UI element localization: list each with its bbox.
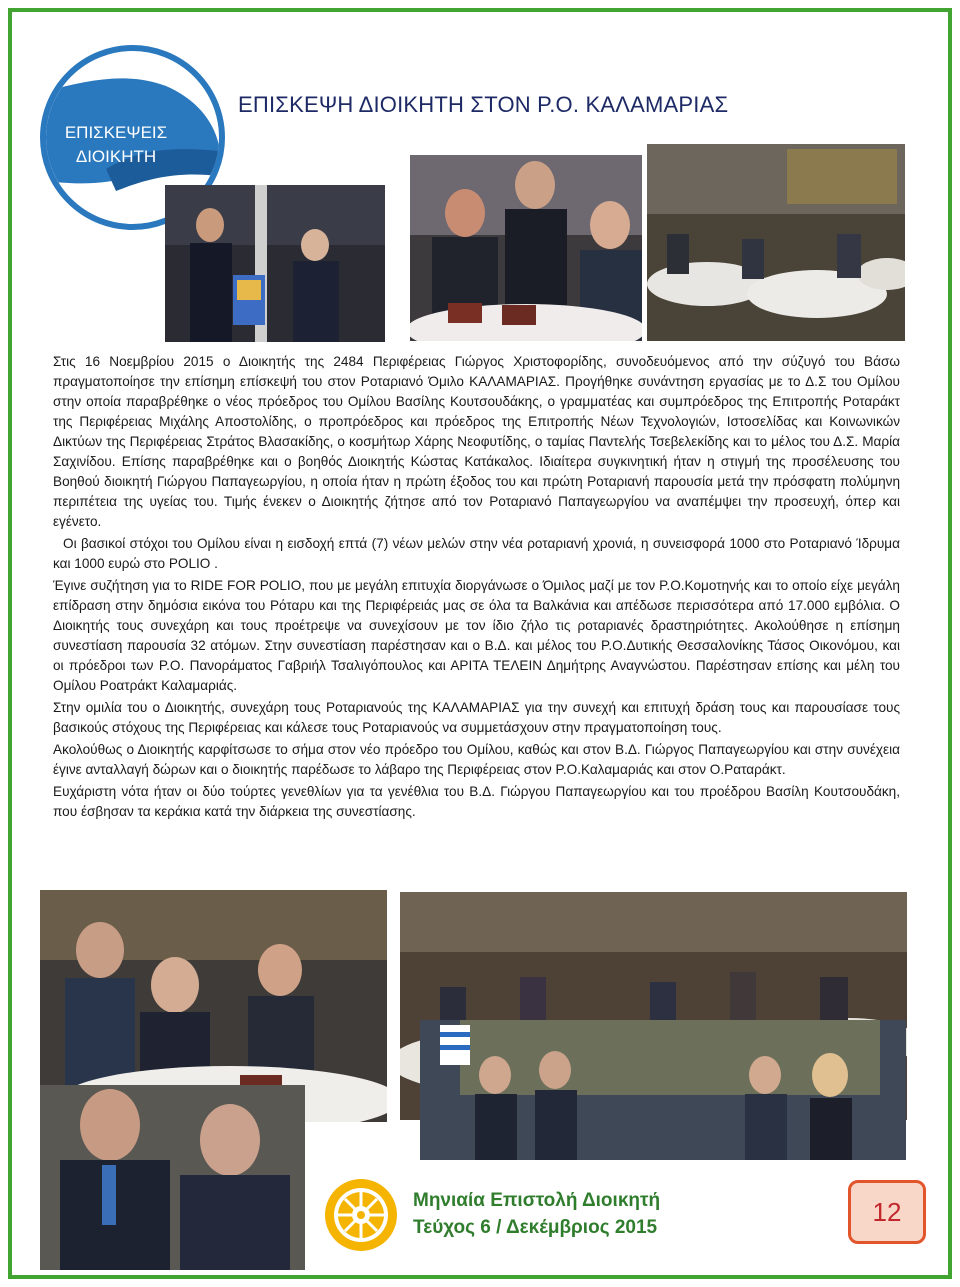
badge-line-1: ΕΠΙΣΚΕΨΕΙΣ xyxy=(64,123,168,142)
paragraph-4: Στην ομιλία του ο Διοικητής, συνεχάρη τους Ροταριανούς της ΚΑΛΑΜΑΡΙΑΣ για την συνεχή και επιτυχή δράση τους και παρουσίασε τους βασικούς στόχους της Περιφέρειας και κάλεσε τους Ροταριανούς να συμμετάσχουν στην πραγματοποίηση τους. xyxy=(53,700,900,735)
paragraph-2: Οι βασικοί στόχοι του Ομίλου είναι η εισδοχή επτά (7) νέων μελών στην νέα ροταριανή χρονιά, η συνεισφορά 1000 στο Ροταριανό Ίδρυμα και 1000 ευρώ στο POLIO . xyxy=(53,536,900,571)
photo-flag-ceremony xyxy=(420,1020,906,1160)
badge-line-2: ΔΙΟΙΚΗΤΗ xyxy=(75,147,157,166)
paragraph-3: Έγινε συζήτηση για το RIDE FOR POLIO, που με μεγάλη επιτυχία διοργάνωσε ο Όμιλος μαζί με τον Ρ.Ο.Κομοτηνής και το οποίο είχε μεγάλη επίδραση στην δημόσια εικόνα του Ρόταρυ και της Περιφέρειάς μας σε όλα τα Βαλκάνια και απέδωσε περισσότερα από 17.000 εμβόλια. Ο Διοικητής τους συνεχάρη και τους προέτρεψε να συνεχίσουν με τον ίδιο ζήλο τις ροταριανές δραστηριότητες. Ακολούθησε η επίσημη συνεστίαση παρουσία 32 ατόμων. Στην συνεστίαση παρέστησαν και ο Β.Δ. και μέλος του Ρ.Ο.Δυτικής Θεσσαλονίκης Τάσος Οικονόμου, και οι πρόεδροι των Ρ.Ο. Πανοράματος Γαβριήλ Τσαλιγόπουλος και ΑΡΙΤΑ ΤΕΛΕΙΝ Δημήτρης Αναγνώστου. Παρέστησαν επίσης και μέλη του Ομίλου Ροατράκτ Καλαμαριάς. xyxy=(53,578,900,693)
footer-newsletter-title: Μηνιαία Επιστολή Διοικητή xyxy=(413,1190,661,1211)
page-title: ΕΠΙΣΚΕΨΗ ΔΙΟΙΚΗΤΗ ΣΤΟΝ Ρ.Ο. ΚΑΛΑΜΑΡΙΑΣ xyxy=(238,92,729,117)
article-body xyxy=(53,352,900,822)
photo-banner-exchange xyxy=(165,185,385,342)
photo-dining-room xyxy=(647,144,905,341)
photo-pin-ceremony xyxy=(40,1085,305,1270)
footer-issue-date: Τεύχος 6 / Δεκέμβριος 2015 xyxy=(413,1217,658,1238)
paragraph-5: Ακολούθως ο Διοικητής καρφίτσωσε το σήμα στον νέο πρόεδρο του Ομίλου, καθώς και στον Β.Δ. Γιώργος Παπαγεωργίου και στην συνέχεια έγινε ανταλλαγή δώρων και ο διοικητής παρέδωσε το λάβαρο της Περιφέρειας στον Ρ.Ο.Καλαμαριάς και στον Ο.Ραταράκτ. xyxy=(53,742,900,777)
photo-birthday-cake xyxy=(410,155,642,341)
paragraph-6: Ευχάριστη νότα ήταν οι δύο τούρτες γενεθλίων για τα γενέθλια του Β.Δ. Γιώργου Παπαγεωργίου και του προέδρου Βασίλη Κουτσουδάκη, που έσβησαν τα κεράκια κατά την διάρκεια της συνεστίασης. xyxy=(53,784,900,819)
page-number: 12 xyxy=(848,1180,926,1244)
rotary-wheel-logo xyxy=(322,1176,400,1254)
paragraph-1: Στις 16 Νοεμβρίου 2015 ο Διοικητής της 2484 Περιφέρειας Γιώργος Χριστοφορίδης, συνοδευόμενος από την σύζυγό του Βάσω πραγματοποίησε την επίσημη επίσκεψή του στον Ροταριανό Όμιλο ΚΑΛΑΜΑΡΙΑΣ. Προγήθηκε συνάντηση εργασίας με το Δ.Σ του Ομίλου στην οποία παραβρέθηκε ο νέος πρόεδρος του Ομίλου Βασίλης Κουτσουδάκης, ο γραμματέας και συμπρόεδρος της Επιτροπής Ροταράκτ της Περιφέρειας Μιχάλης Αποστολίδης, ο προπρόεδρος και πρόεδρος της Επιτροπής Νέων Τεχνολογιών, Ιστοσελίδας και Κοινωνικών Δικτύων της Περιφέρειας Στράτος Βλασακίδης, ο κοσμήτωρ Χάρης Νεοφυτίδης, ο ταμίας Παντελής Τσεβελεκίδης και το μέλος του Δ.Σ. Μαρία Σαχινίδου. Επίσης παραβρέθηκε και ο βοηθός Διοικητής Κώστας Κατάκαλος. Ιδιαίτερα συγκινητική ήταν η στιγμή της προσέλευσης του Βοηθού διοικητή Γιώργου Παπαγεωργίου, η οποία ήταν η πρώτη έξοδος του και πρώτη Ροταριανή παρουσία μετά την πρόσφατη πολύμηνη περιπέτεια της υγείας του. Τιμής ένεκεν ο Διοικητής ζήτησε από τον Ροταριανό Παπαγεωργίου να αναπέμψει την προσευχή, όπερ και εγένετο. xyxy=(53,354,900,529)
badge-label xyxy=(56,121,176,169)
